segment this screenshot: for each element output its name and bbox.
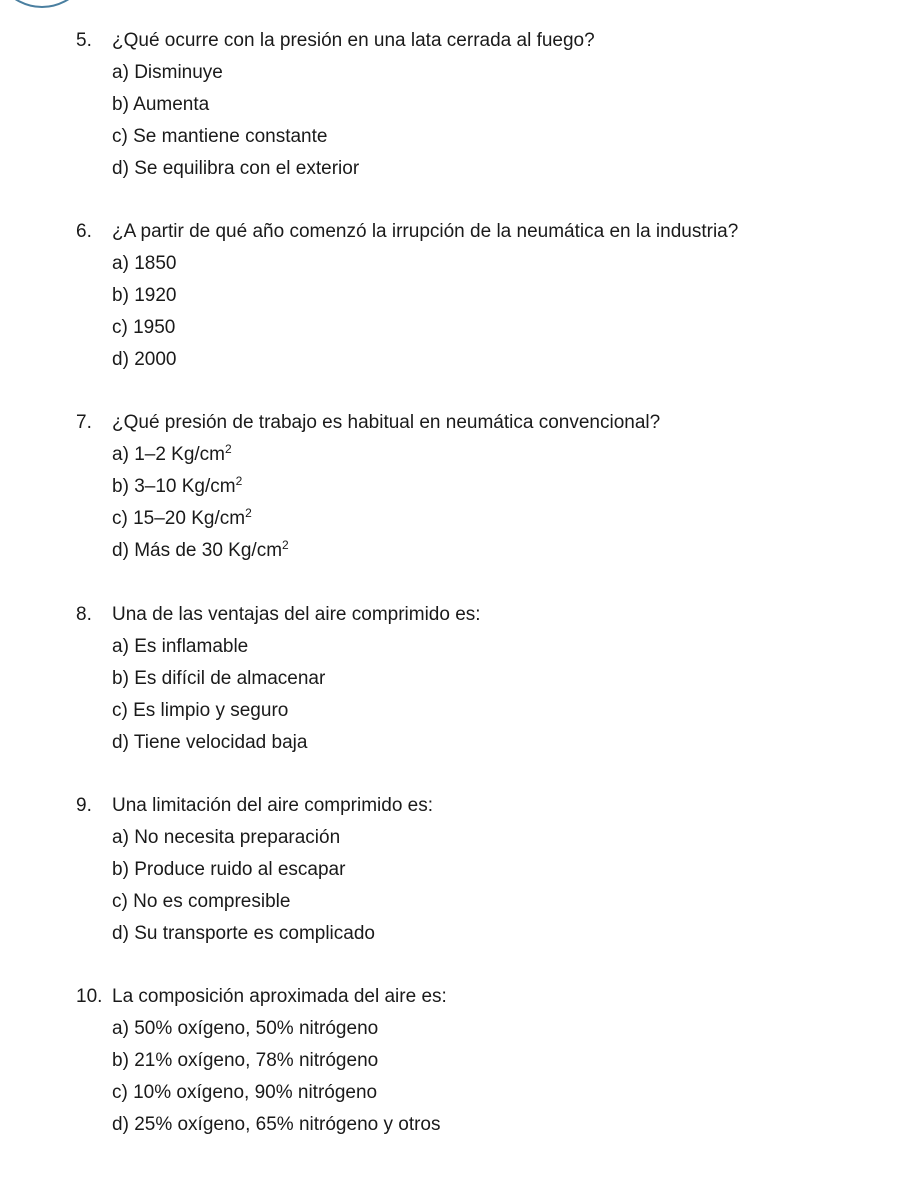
option-text: Su transporte es complicado <box>134 923 375 944</box>
question-number: 8. <box>76 604 92 625</box>
option-text: 15–20 Kg/cm <box>133 508 246 529</box>
answer-option-b[interactable] <box>112 93 209 117</box>
answer-option-b[interactable] <box>112 1049 378 1073</box>
option-letter: d) <box>112 923 129 944</box>
option-letter: b) <box>112 285 129 306</box>
option-text: No necesita preparación <box>134 827 341 848</box>
question-stem <box>76 411 660 435</box>
option-letter: d) <box>112 158 129 179</box>
option-letter: d) <box>112 349 129 370</box>
superscript-exponent: 2 <box>235 474 243 488</box>
option-text: Produce ruido al escapar <box>134 859 346 880</box>
option-letter: b) <box>112 1050 129 1071</box>
answer-option-c[interactable] <box>112 699 288 723</box>
question-number: 9. <box>76 795 92 816</box>
option-text: 10% oxígeno, 90% nitrógeno <box>133 1082 378 1103</box>
question-text: ¿Qué ocurre con la presión en una lata cerrada al fuego? <box>112 30 595 51</box>
answer-option-a[interactable] <box>112 61 223 85</box>
option-text: 1920 <box>134 285 177 306</box>
option-letter: a) <box>112 62 129 83</box>
answer-option-d[interactable] <box>112 539 289 563</box>
answer-option-c[interactable] <box>112 316 175 340</box>
option-text: 21% oxígeno, 78% nitrógeno <box>134 1050 379 1071</box>
option-letter: b) <box>112 668 129 689</box>
question-stem <box>76 29 595 53</box>
option-text: No es compresible <box>133 891 291 912</box>
option-letter: a) <box>112 444 129 465</box>
option-letter: d) <box>112 540 129 561</box>
option-text: Se equilibra con el exterior <box>134 158 360 179</box>
option-text: 1950 <box>133 317 176 338</box>
question-number: 5. <box>76 30 92 51</box>
answer-option-a[interactable] <box>112 826 340 850</box>
option-text: 50% oxígeno, 50% nitrógeno <box>134 1018 379 1039</box>
question-stem <box>76 220 738 244</box>
answer-option-b[interactable] <box>112 284 176 308</box>
question-stem <box>76 985 447 1009</box>
option-text: 3–10 Kg/cm <box>134 476 236 497</box>
option-letter: b) <box>112 476 129 497</box>
answer-option-d[interactable] <box>112 1113 441 1137</box>
option-letter: a) <box>112 636 129 657</box>
option-letter: a) <box>112 253 129 274</box>
question-stem <box>76 603 481 627</box>
question-text: Una de las ventajas del aire comprimido es: <box>112 604 481 625</box>
option-letter: c) <box>112 317 128 338</box>
answer-option-a[interactable] <box>112 1017 378 1041</box>
option-text: Se mantiene constante <box>133 126 328 147</box>
answer-option-c[interactable] <box>112 1081 377 1105</box>
answer-option-c[interactable] <box>112 507 252 531</box>
option-letter: c) <box>112 891 128 912</box>
option-letter: a) <box>112 827 129 848</box>
option-text: 2000 <box>134 349 177 370</box>
option-text: Es difícil de almacenar <box>134 668 326 689</box>
question-number: 6. <box>76 221 92 242</box>
answer-option-a[interactable] <box>112 252 176 276</box>
option-text: Disminuye <box>134 62 223 83</box>
question-stem <box>76 794 433 818</box>
answer-option-d[interactable] <box>112 731 307 755</box>
option-letter: c) <box>112 1082 128 1103</box>
superscript-exponent: 2 <box>282 538 289 552</box>
answer-option-a[interactable] <box>112 635 248 659</box>
option-text: Aumenta <box>133 94 210 115</box>
option-text: Es inflamable <box>134 636 249 657</box>
option-letter: a) <box>112 1018 129 1039</box>
answer-option-b[interactable] <box>112 858 345 882</box>
question-text: ¿A partir de qué año comenzó la irrupción de la neumática en la industria? <box>112 221 739 242</box>
answer-option-c[interactable] <box>112 125 327 149</box>
question-text: ¿Qué presión de trabajo es habitual en neumática convencional? <box>112 412 661 433</box>
answer-option-d[interactable] <box>112 157 359 181</box>
option-text: 1–2 Kg/cm <box>134 444 226 465</box>
option-text: 1850 <box>134 253 177 274</box>
decorative-corner-arc <box>0 0 102 8</box>
option-text: Más de 30 Kg/cm <box>134 540 283 561</box>
option-text: Es limpio y seguro <box>133 700 289 721</box>
answer-option-b[interactable] <box>112 667 325 691</box>
option-letter: d) <box>112 1114 129 1135</box>
option-text: Tiene velocidad baja <box>133 732 308 753</box>
question-text: La composición aproximada del aire es: <box>112 986 447 1007</box>
option-letter: c) <box>112 126 128 147</box>
option-letter: b) <box>112 859 129 880</box>
option-letter: b) <box>112 94 129 115</box>
answer-option-c[interactable] <box>112 890 290 914</box>
option-text: 25% oxígeno, 65% nitrógeno y otros <box>134 1114 441 1135</box>
option-letter: c) <box>112 700 128 721</box>
answer-option-a[interactable] <box>112 443 232 467</box>
option-letter: d) <box>112 732 129 753</box>
option-letter: c) <box>112 508 128 529</box>
question-text: Una limitación del aire comprimido es: <box>112 795 434 816</box>
superscript-exponent: 2 <box>225 442 232 456</box>
answer-option-d[interactable] <box>112 922 375 946</box>
answer-option-b[interactable] <box>112 475 242 499</box>
question-number: 10. <box>76 986 103 1007</box>
question-number: 7. <box>76 412 92 433</box>
answer-option-d[interactable] <box>112 348 176 372</box>
superscript-exponent: 2 <box>245 506 252 520</box>
